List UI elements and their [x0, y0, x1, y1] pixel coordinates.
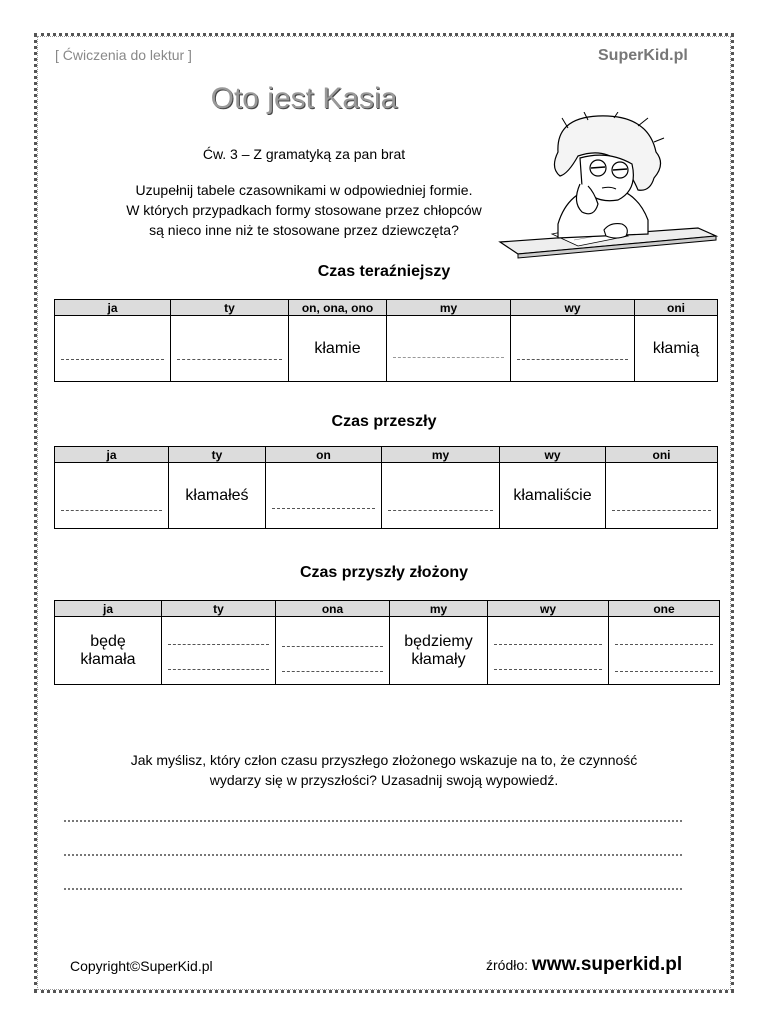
question-line: wydarzy się w przyszłości? Uzasadnij swoją wypowiedź. [209, 772, 559, 788]
answer-cell[interactable] [609, 617, 720, 685]
category-label: [ Ćwiczenia do lektur ] [55, 47, 192, 63]
column-header: oni [635, 300, 718, 316]
answer-cell[interactable] [606, 463, 718, 529]
filled-cell: kłamaliście [500, 463, 606, 529]
answer-blank [282, 671, 383, 672]
source [486, 954, 682, 976]
answer-cell[interactable] [488, 617, 609, 685]
answer-blank [494, 644, 602, 645]
column-header: ty [162, 601, 276, 617]
column-header: wy [488, 601, 609, 617]
answer-blank [517, 359, 628, 360]
answer-cell[interactable] [55, 463, 169, 529]
question [60, 750, 708, 790]
answer-blank [61, 510, 162, 511]
column-header: wy [511, 300, 635, 316]
answer-line[interactable] [64, 854, 682, 856]
column-header: oni [606, 447, 718, 463]
answer-blank [61, 359, 164, 360]
column-header: on [266, 447, 382, 463]
filled-cell: kłamie [289, 316, 387, 382]
filled-cell [55, 617, 162, 685]
copyright: Copyright©SuperKid.pl [70, 958, 213, 974]
column-header: my [390, 601, 488, 617]
filled-cell: kłamią [635, 316, 718, 382]
answer-line[interactable] [64, 820, 682, 822]
answer-line[interactable] [64, 888, 682, 890]
column-header: my [387, 300, 511, 316]
past-tense-table [54, 446, 718, 529]
answer-cell[interactable] [382, 463, 500, 529]
filled-cell-line: kłamała [80, 650, 136, 668]
instructions-line: są nieco inne niż te stosowane przez dziewczęta? [149, 222, 459, 238]
answer-cell[interactable] [276, 617, 390, 685]
column-header: on, ona, ono [289, 300, 387, 316]
filled-cell: kłamałeś [169, 463, 266, 529]
answer-blank [177, 359, 282, 360]
source-link[interactable]: www.superkid.pl [531, 954, 683, 975]
section-heading-present: Czas teraźniejszy [317, 263, 451, 280]
instructions-line: Uzupełnij tabele czasownikami w odpowiedniej formie. [135, 182, 473, 198]
answer-blank [615, 644, 713, 645]
answer-cell[interactable] [387, 316, 511, 382]
question-line: Jak myślisz, który człon czasu przyszłego złożonego wskazuje na to, że czynność [130, 752, 638, 768]
answer-cell[interactable] [162, 617, 276, 685]
answer-blank [393, 357, 504, 358]
column-header: my [382, 447, 500, 463]
column-header: ja [55, 447, 169, 463]
answer-blank [272, 508, 375, 509]
column-header: ty [169, 447, 266, 463]
answer-blank [612, 510, 711, 511]
answer-blank [615, 671, 713, 672]
column-header: ona [276, 601, 390, 617]
column-header: ja [55, 300, 171, 316]
filled-cell-line: będę [90, 632, 126, 650]
source-label: źródło: [486, 957, 529, 973]
instructions-line: W których przypadkach formy stosowane przez chłopców [126, 202, 482, 218]
answer-cell[interactable] [171, 316, 289, 382]
answer-blank [168, 669, 269, 670]
answer-cell[interactable] [511, 316, 635, 382]
column-header: ja [55, 601, 162, 617]
filled-cell-line: będziemy [404, 632, 473, 650]
filled-cell-line: kłamały [411, 650, 466, 668]
answer-blank [168, 644, 269, 645]
column-header: one [609, 601, 720, 617]
present-tense-table [54, 299, 718, 382]
exercise-title: Ćw. 3 – Z gramatyką za pan brat [202, 146, 406, 162]
answer-blank [494, 669, 602, 670]
future-tense-table [54, 600, 720, 685]
brand-logo-text: SuperKid.pl [598, 47, 688, 64]
page-title: Oto jest Kasia [210, 82, 398, 115]
section-heading-past: Czas przeszły [331, 413, 437, 430]
answer-blank [282, 646, 383, 647]
section-heading-future: Czas przyszły złożony [299, 564, 469, 581]
column-header: ty [171, 300, 289, 316]
filled-cell [390, 617, 488, 685]
column-header: wy [500, 447, 606, 463]
kasia-illustration [498, 112, 720, 282]
answer-blank [388, 510, 493, 511]
answer-cell[interactable] [266, 463, 382, 529]
answer-cell[interactable] [55, 316, 171, 382]
